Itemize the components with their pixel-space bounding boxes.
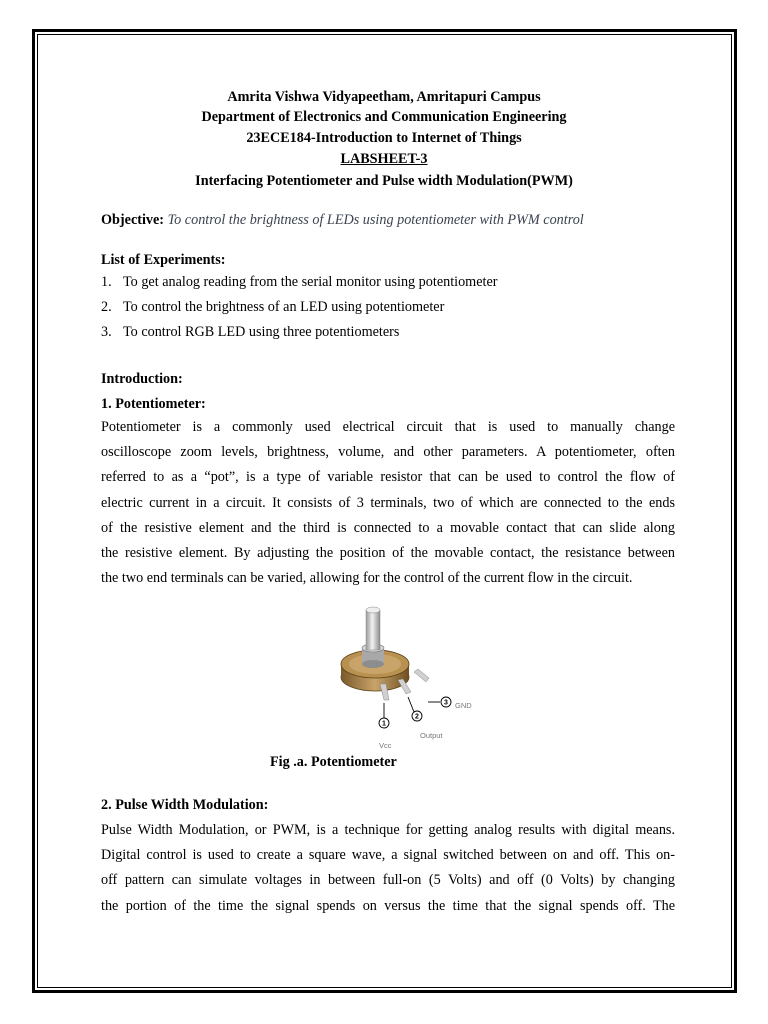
figure-caption: Fig .a. Potentiometer xyxy=(270,754,397,770)
gnd-label: GND xyxy=(455,701,472,710)
experiment-text: To control RGB LED using three potentiometers xyxy=(123,324,400,340)
potentiometer-paragraph xyxy=(101,415,675,591)
paragraph-line: the resistive element. By adjusting the position of the movable contact, the resistance between xyxy=(101,544,675,561)
objective xyxy=(101,210,584,230)
introduction-heading: Introduction: xyxy=(101,371,183,387)
objective-text: To control the brightness of LEDs using potentiometer with PWM control xyxy=(167,212,584,228)
paragraph-line: referred to as a “pot”, is a type of variable resistor that can be used to control the flow of xyxy=(101,469,675,486)
paragraph-line: Pulse Width Modulation, or PWM, is a technique for getting analog results with digital means. xyxy=(101,822,675,838)
pwm-paragraph xyxy=(101,818,675,919)
labsheet-title: LABSHEET-3 xyxy=(340,151,428,167)
terminal-3-number: 3 xyxy=(444,699,448,707)
course-title: 23ECE184-Introduction to Internet of Things xyxy=(246,130,522,146)
institution-title: Amrita Vishwa Vidyapeetham, Amritapuri Campus xyxy=(227,89,541,105)
experiment-number: 1. xyxy=(101,274,112,290)
terminal-1-number: 1 xyxy=(382,720,386,728)
paragraph-line: Digital control is used to create a square wave, a signal switched between on and off. This on- xyxy=(101,847,675,864)
pwm-heading: 2. Pulse Width Modulation: xyxy=(101,797,269,813)
objective-label: Objective: xyxy=(101,212,165,228)
experiment-item xyxy=(101,272,497,292)
experiment-item xyxy=(101,297,444,317)
potentiometer-figure xyxy=(328,600,488,750)
paragraph-line: the portion of the time the signal spends on versus the time that the signal spends off. The xyxy=(101,897,675,914)
paragraph-line: electric current in a circuit. It consists of 3 terminals, two of which are connected to the ends xyxy=(101,494,675,511)
experiments-heading: List of Experiments: xyxy=(101,252,226,268)
paragraph-line: off pattern can simulate voltages in between full-on (5 Volts) and off (0 Volts) by changing xyxy=(101,872,675,889)
experiment-number: 2. xyxy=(101,299,112,315)
paragraph-line: the two end terminals can be varied, allowing for the control of the current flow in the circuit. xyxy=(101,570,633,587)
labsheet-subject: Interfacing Potentiometer and Pulse width Modulation(PWM) xyxy=(195,173,573,189)
paragraph-line: Potentiometer is a commonly used electrical circuit that is used to manually change xyxy=(101,419,675,435)
paragraph-line: of the resistive element and the third is connected to a movable contact that can slide along xyxy=(101,519,675,536)
experiment-number: 3. xyxy=(101,324,112,340)
experiment-text: To control the brightness of an LED using potentiometer xyxy=(123,299,445,315)
experiment-text: To get analog reading from the serial monitor using potentiometer xyxy=(123,274,498,290)
output-label: Output xyxy=(420,731,443,740)
vcc-label: Vcc xyxy=(379,741,392,750)
potentiometer-image xyxy=(341,607,429,700)
potentiometer-heading: 1. Potentiometer: xyxy=(101,396,206,412)
paragraph-line: oscilloscope zoom levels, brightness, volume, and other parameters. A potentiometer, often xyxy=(101,444,675,461)
department-title: Department of Electronics and Communication Engineering xyxy=(201,109,567,125)
terminal-2-number: 2 xyxy=(415,713,419,721)
experiment-item xyxy=(101,322,399,342)
